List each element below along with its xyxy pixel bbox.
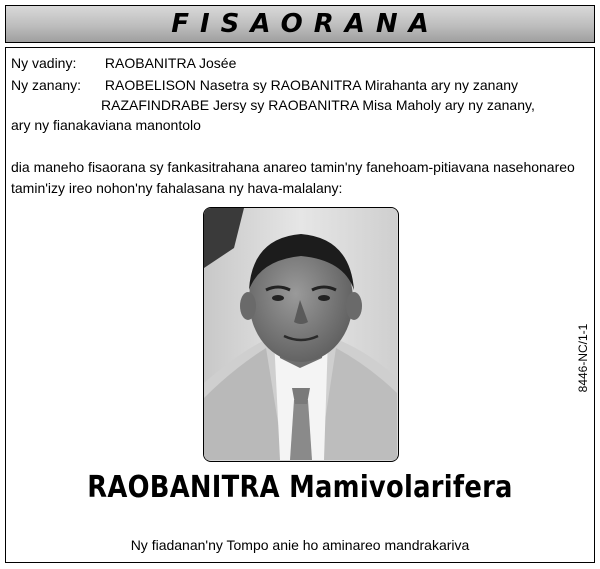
child-line-1: RAOBELISON Nasetra sy RAOBANITRA Mirahanta ary ny zanany xyxy=(104,77,519,93)
father-label: Ny vadiny: xyxy=(11,55,77,71)
message-line-1: dia maneho fisaorana sy fankasitrahana anareo tamin'ny fanehoam-pitiavana nasehonareo xyxy=(11,159,575,175)
reference-code: 8446-NC/1-1 xyxy=(576,323,590,393)
message-line-2: tamin'izy ireo nohon'ny fahalasana ny hava-malalany: xyxy=(11,180,343,196)
deceased-name: RAOBANITRA Mamivolarifera xyxy=(87,470,513,505)
header-banner xyxy=(5,5,595,43)
portrait-image xyxy=(204,208,397,460)
children-label: Ny zanany: xyxy=(11,77,82,93)
father-name: RAOBANITRA Josée xyxy=(104,55,237,71)
portrait-photo xyxy=(203,207,399,462)
children-row xyxy=(11,77,518,94)
header-title: FISAORANA xyxy=(171,9,440,39)
footer-blessing: Ny fiadanan'ny Tompo anie ho aminareo mandrakariva xyxy=(130,537,470,553)
extended-family: ary ny fianakaviana manontolo xyxy=(11,117,201,133)
father-row xyxy=(11,55,236,72)
child-line-2: RAZAFINDRABE Jersy sy RAOBANITRA Misa Maholy ary ny zanany, xyxy=(101,97,535,113)
